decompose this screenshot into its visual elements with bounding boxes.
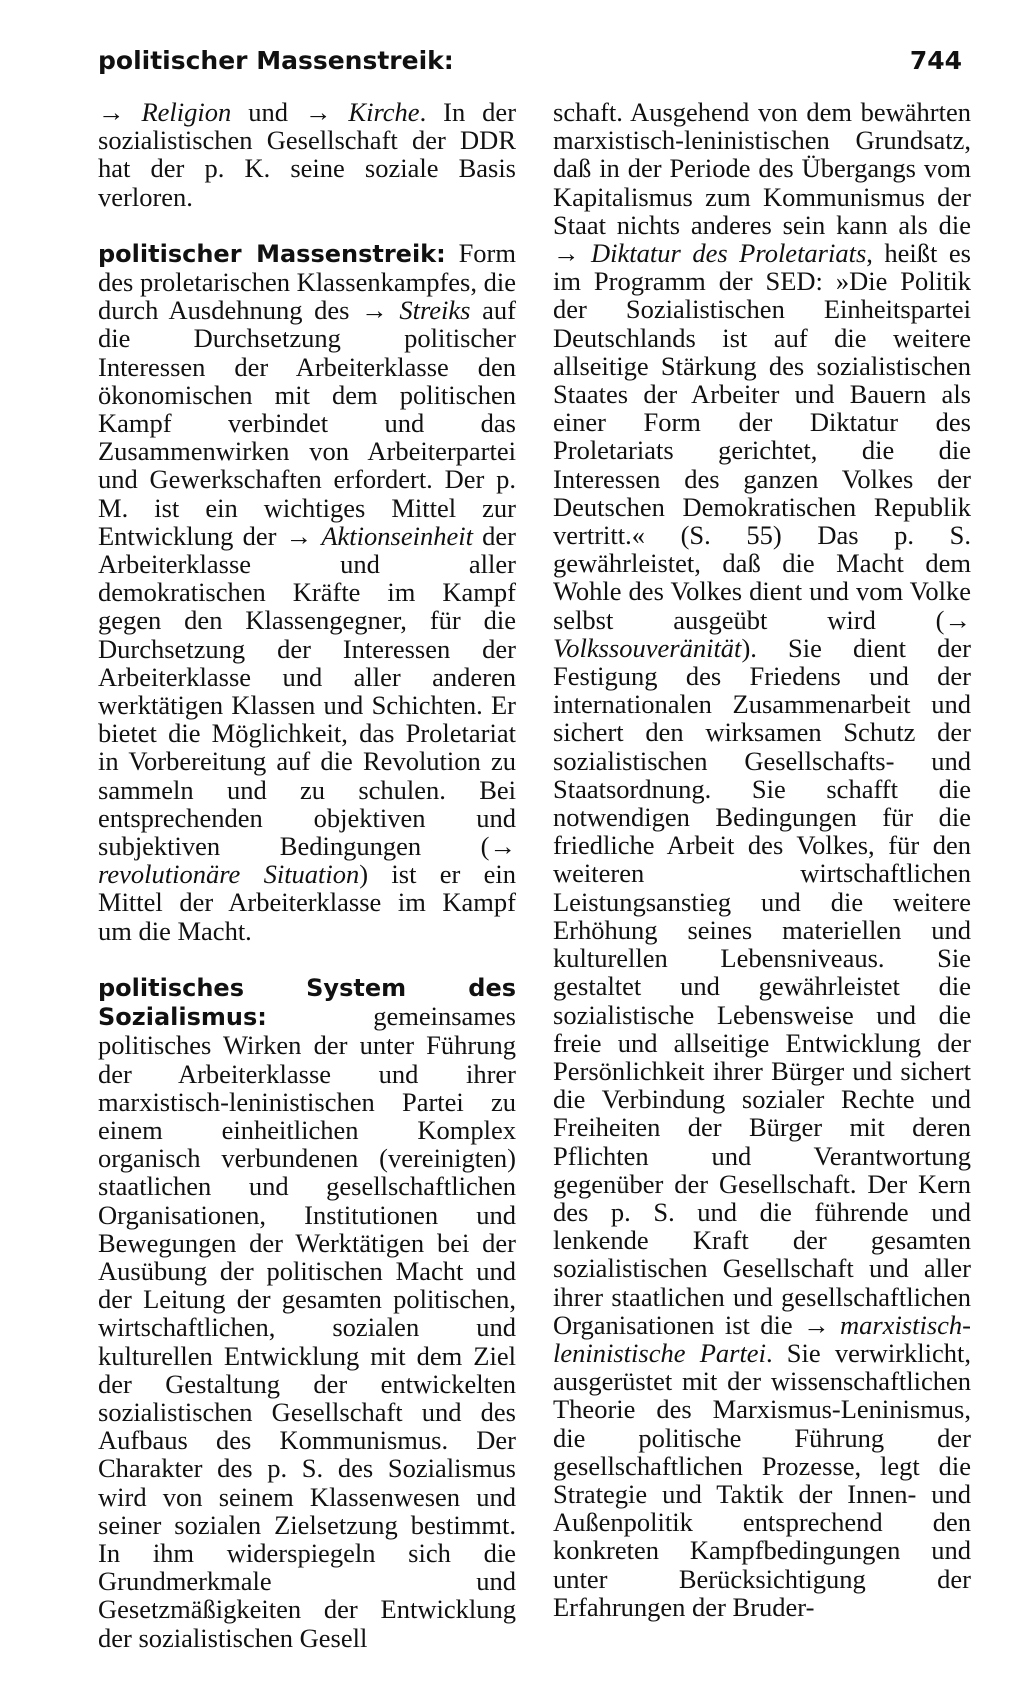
cross-reference-kirche[interactable]: Kirche bbox=[348, 97, 420, 127]
headword-massenstreik: politischer Massenstreik: bbox=[98, 239, 446, 268]
entry-text: Form des proletarischen Klassenkampfes, die durch Ausdehnung des bbox=[98, 237, 516, 326]
cross-reference-arrow-icon: → bbox=[553, 238, 580, 269]
entry-text: schaft. Ausgehend von dem bewährten marxistisch-leninistischen Grundsatz, daß in der Periode des Übergangs vom Kapitalismus zum Kommunismus der Staat nichts anderes sein kann als die bbox=[553, 97, 971, 240]
right-column bbox=[553, 98, 971, 1621]
entry-separator bbox=[98, 945, 516, 973]
entry-politisches-system-left bbox=[98, 973, 516, 1652]
cross-reference-arrow-icon: → bbox=[98, 97, 125, 127]
entry-religion-continuation bbox=[98, 98, 516, 211]
entry-text: ) ist er ein Mittel der Arbeiterklasse im Kampf um die Macht. bbox=[98, 859, 516, 946]
cross-reference-marxistisch-leninistische-partei[interactable]: marxistisch-leninistische Partei bbox=[553, 1309, 971, 1368]
cross-reference-aktionseinheit[interactable]: Aktionseinheit bbox=[321, 520, 473, 551]
cross-reference-volkssouveraenitaet[interactable]: Volkssouveränität bbox=[553, 632, 742, 663]
entry-text: . Sie verwirklicht, ausgerüstet mit der wissenschaftlichen Theorie des Marxismus-Leninismus, die politische Führung der gesellschaftlichen Prozesse, legt die Strategie und Taktik der Innen- und Außenpolitik entsprechend den konkreten Kampfbedingungen und unter Berücksichtigung der Erfahrungen der Bruder- bbox=[553, 1337, 971, 1622]
cross-reference-arrow-icon: → bbox=[803, 1309, 830, 1340]
left-column bbox=[98, 98, 516, 1652]
cross-reference-religion[interactable]: Religion bbox=[141, 97, 232, 127]
entry-politisches-system-right bbox=[553, 98, 971, 1621]
page-number: 744 bbox=[909, 46, 962, 75]
cross-reference-arrow-icon: → bbox=[304, 97, 332, 127]
headword-politisches-system: politisches System des Sozialismus: bbox=[98, 973, 516, 1032]
entry-text: , heißt es im Programm der SED: »Die Politik der Sozialistischen Einheitspartei Deutschlands ist auf die weitere allseitige Stärkung des sozialistischen Staates der Arbeiter und Bauern als einer Form der Diktatur des Proletariats gerichtet, die die Interessen des ganzen Volkes der Deutschen Demokratischen Republik vertritt.« (S. 55) Das p. S. gewährleistet, daß die Macht dem Wohle des Volkes dient und vom Volke selbst ausgeübt wird ( bbox=[553, 238, 971, 635]
cross-reference-arrow-icon: → bbox=[285, 520, 313, 551]
entry-text: . In der sozialistischen Gesellschaft der DDR hat der p. K. seine soziale Basis verloren. bbox=[98, 97, 517, 212]
cross-reference-streiks[interactable]: Streiks bbox=[399, 295, 471, 326]
entry-text: auf die Durchsetzung politischer Interessen der Arbeiterklasse den ökonomischen mit dem politischen Kampf verbindet und das Zusammenwirken von Arbeiterpartei und Gewerkschaften erfordert. Der p. M. ist ein wichtiges Mittel zur Entwicklung der bbox=[98, 295, 517, 551]
entry-text: ). Sie dient der Festigung des Friedens und der internationalen Zusammenarbeit und sichert den wirksamen Schutz der sozialistischen Gesellschafts- und Staatsordnung. Sie schafft die notwendigen Bedingungen für die friedliche Arbeit des Volkes, für den weiteren wirtschaftlichen Leistungsanstieg und die weitere Erhöhung seines materiellen und kulturellen Lebensniveaus. Sie gestaltet und gewährleistet die sozialistische Lebensweise und die freie und allseitige Entwicklung der Persönlichkeit ihrer Bürger und sichert die Verbindung sozialer Rechte und Freiheiten der Bürger mit deren Pflichten und Verantwortung gegenüber der Gesellschaft. Der Kern des p. S. und die führende und lenkende Kraft der gesamten sozialistischen Gesellschaft und aller ihrer staatlichen und gesellschaftlichen Organisationen ist die bbox=[553, 632, 971, 1340]
entry-politischer-massenstreik bbox=[98, 239, 516, 945]
cross-reference-arrow-icon: → bbox=[944, 604, 971, 635]
running-head bbox=[98, 46, 962, 86]
cross-reference-revolutionaere-situation[interactable]: revolutionäre Situation bbox=[98, 859, 360, 890]
entry-separator bbox=[98, 211, 516, 239]
cross-reference-diktatur-des-proletariats[interactable]: Diktatur des Proletariats bbox=[591, 238, 867, 269]
running-head-term: politischer Massenstreik: bbox=[98, 46, 454, 75]
cross-reference-arrow-icon: → bbox=[489, 831, 516, 862]
entry-text: der Arbeiterklasse und aller demokratischen Kräfte im Kampf gegen den Klassengegner, für die Durchsetzung der Interessen der Arbeiterklasse und aller anderen werktätigen Klassen und Schichten. Er bietet die Möglichkeit, das Proletariat in Vorbereitung auf die Revolution zu sammeln und zu schulen. Bei entsprechenden objektiven und subjektiven Bedingungen ( bbox=[98, 520, 517, 862]
entry-text: und bbox=[231, 97, 305, 127]
entry-text: gemeinsames politisches Wirken der unter Führung der Arbeiterklasse und ihrer marxistisch-leninistischen Partei zu einem einheitlichen Komplex organisch verbundenen (vereinigten) staatlichen und gesellschaftlichen Organisationen, Institutionen und Bewegungen der Werktätigen bei der Ausübung der politischen Macht und der Leitung der gesamten politischen, wirtschaftlichen, sozialen und kulturellen Entwicklung mit dem Ziel der Gestaltung der entwickelten sozialistischen Gesellschaft und des Aufbaus des Kommunismus. Der Charakter des p. S. des Sozialismus wird von seinem Klassenwesen und seiner sozialen Zielsetzung bestimmt. In ihm widerspiegeln sich die Grundmerkmale und Gesetzmäßigkeiten der Entwicklung der sozialistischen Gesell bbox=[98, 1001, 516, 1653]
cross-reference-arrow-icon: → bbox=[361, 295, 388, 326]
